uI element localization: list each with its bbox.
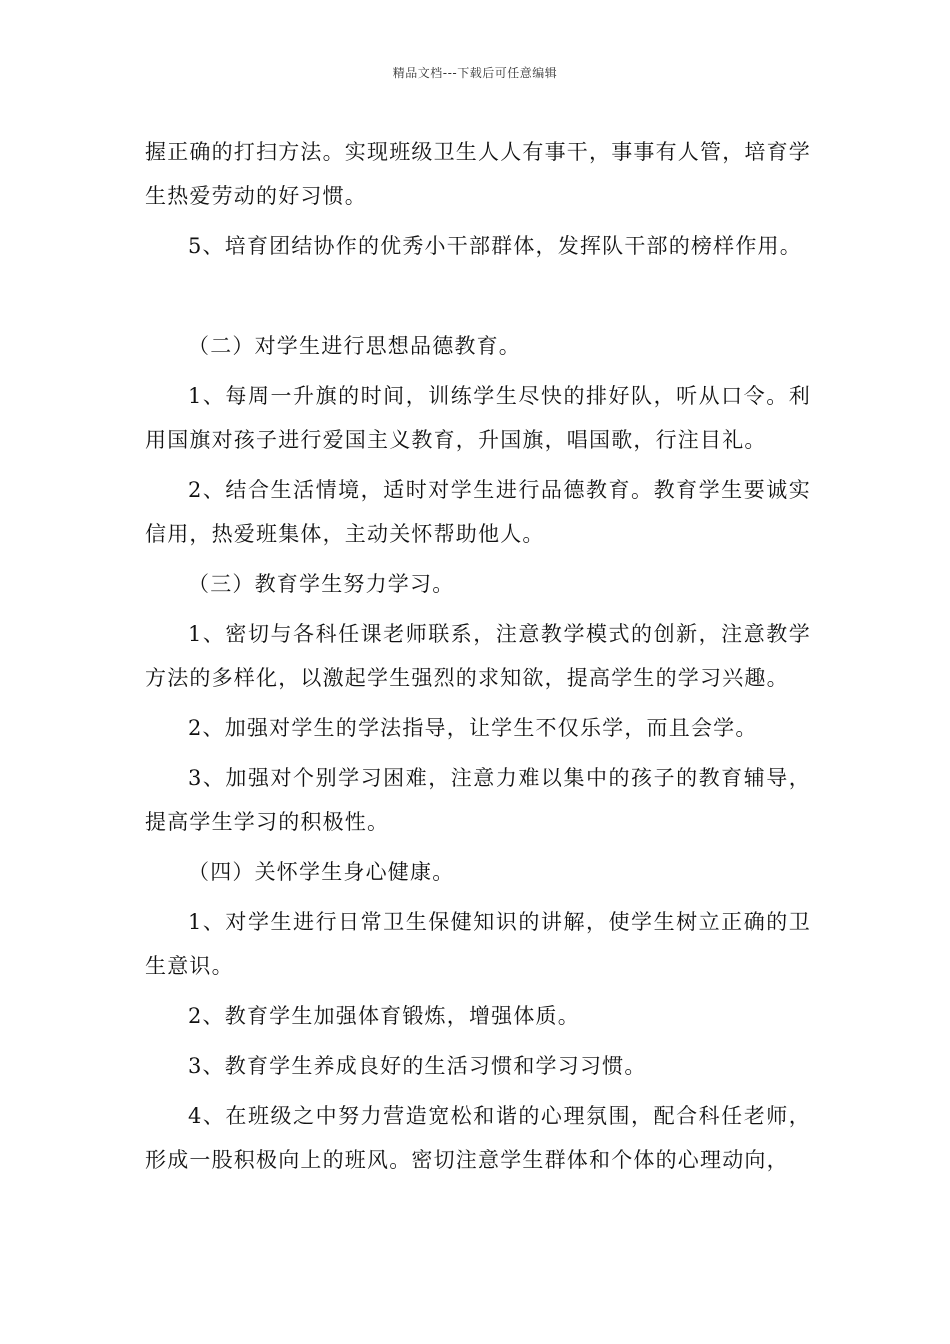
- section-heading: （二）对学生进行思想品德教育。: [188, 334, 521, 358]
- section-heading: （三）教育学生努力学习。: [188, 572, 455, 596]
- paragraph: 2、结合生活情境，适时对学生进行品德教育。教育学生要诚实信用，热爱班集体，主动关怀帮助他人。: [145, 478, 811, 546]
- paragraph: 握正确的打扫方法。实现班级卫生人人有事干，事事有人管，培育学生热爱劳动的好习惯。: [145, 140, 811, 208]
- paragraph: 4、在班级之中努力营造宽松和谐的心理氛围，配合科任老师，形成一股积极向上的班风。密切注意学生群体和个体的心理动向，: [145, 1104, 811, 1172]
- page-header: 精品文档---下载后可任意编辑: [392, 66, 558, 80]
- section-heading: （四）关怀学生身心健康。: [188, 860, 455, 884]
- paragraph: 2、教育学生加强体育锻炼，增强体质。: [188, 1004, 580, 1028]
- paragraph-gap: [145, 274, 811, 324]
- paragraph: 1、对学生进行日常卫生保健知识的讲解，使学生树立正确的卫生意识。: [145, 910, 811, 978]
- paragraph: 1、密切与各科任课老师联系，注意教学模式的创新，注意教学方法的多样化，以激起学生强烈的求知欲，提高学生的学习兴趣。: [145, 622, 811, 690]
- paragraph: 5、培育团结协作的优秀小干部群体，发挥队干部的榜样作用。: [188, 234, 802, 258]
- document-body: [145, 130, 811, 1188]
- paragraph: 3、教育学生养成良好的生活习惯和学习习惯。: [188, 1054, 647, 1078]
- paragraph: 2、加强对学生的学法指导，让学生不仅乐学，而且会学。: [188, 716, 758, 740]
- paragraph: 3、加强对个别学习困难，注意力难以集中的孩子的教育辅导，提高学生学习的积极性。: [145, 766, 811, 834]
- paragraph: 1、每周一升旗的时间，训练学生尽快的排好队，听从口令。利用国旗对孩子进行爱国主义教育，升国旗，唱国歌，行注目礼。: [145, 384, 811, 452]
